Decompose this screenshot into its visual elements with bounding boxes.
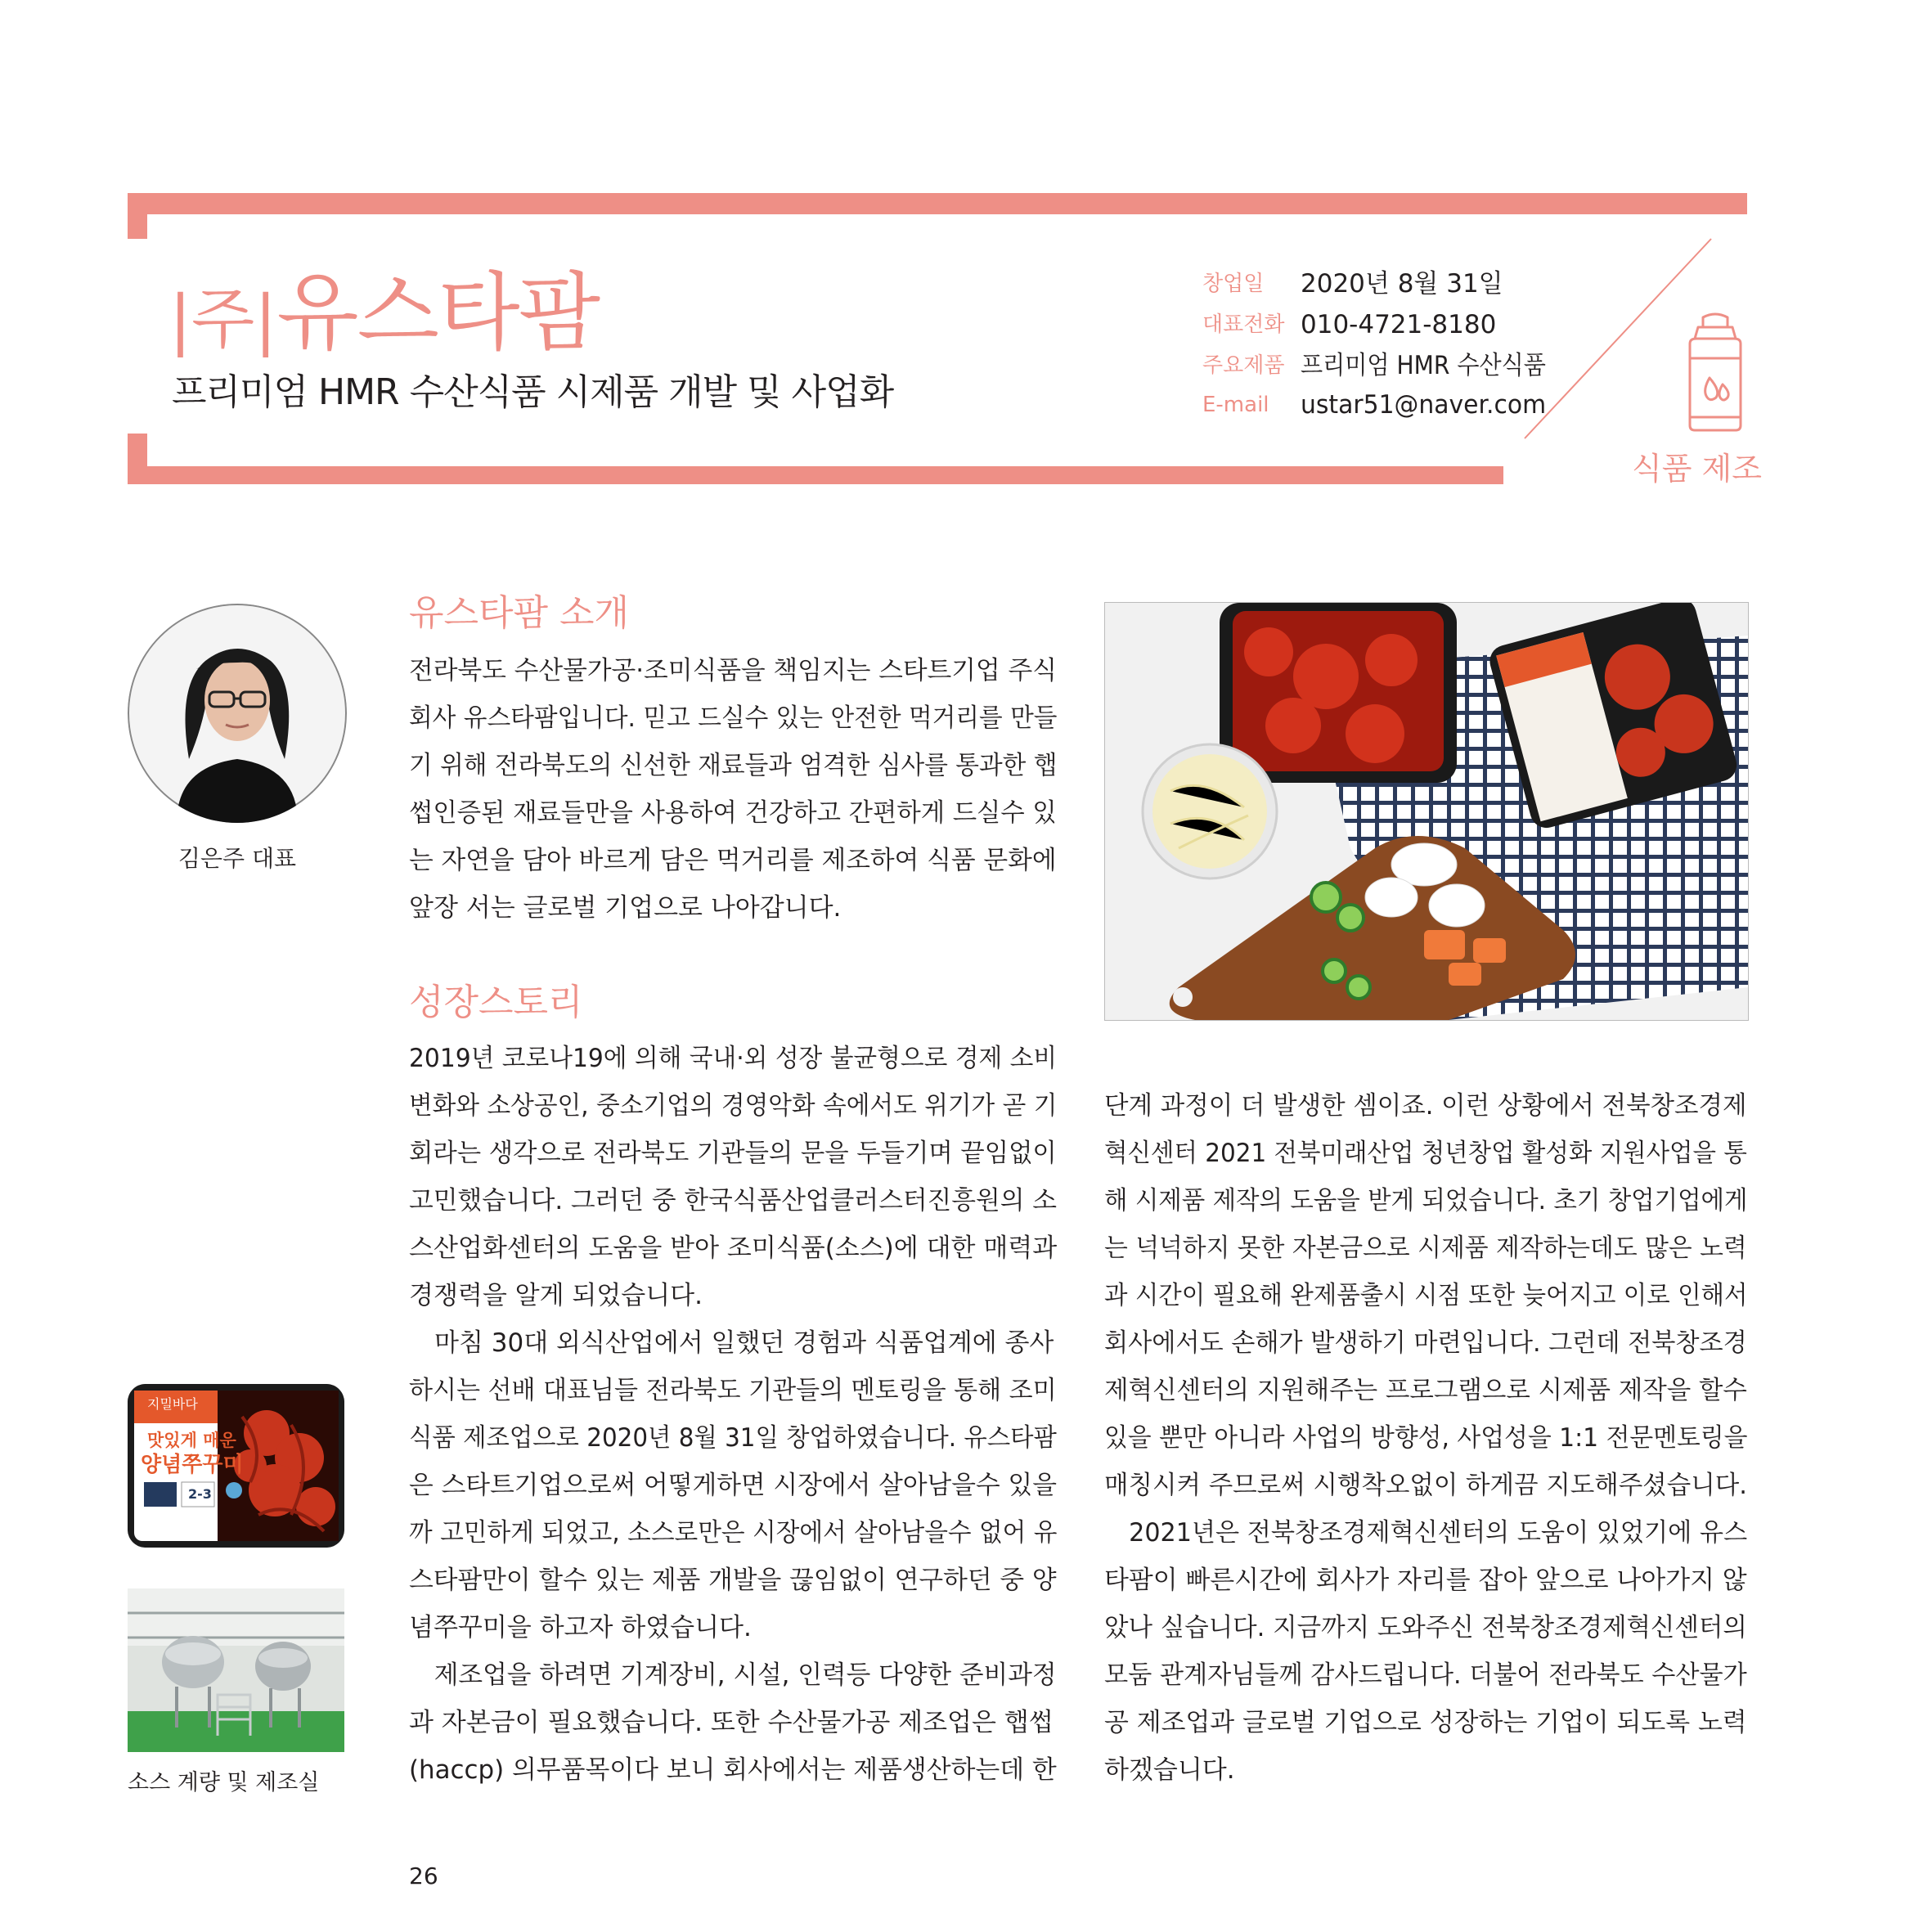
story-line: 제혁신센터의 지원해주는 프로그램으로 시제품 제작을 할수 (1104, 1376, 1747, 1405)
story-line: 하겠습니다. (1104, 1755, 1235, 1785)
ceo-caption: 김은주 대표 (177, 845, 297, 872)
product-package-image (128, 1384, 344, 1548)
story-line: 과 시간이 필요해 완제품출시 시점 또한 늦어지고 이로 인해서 (1104, 1281, 1748, 1310)
story-line: 경쟁력을 알게 되었습니다. (409, 1281, 703, 1310)
story-line: 스타팜만이 할수 있는 제품 개발을 끊임없이 연구하던 중 양 (409, 1566, 1057, 1595)
story-line: 식품 제조업으로 2020년 8월 31일 창업하였습니다. 유스타팜 (409, 1423, 1057, 1453)
pack-badge: 2-3 (188, 1486, 212, 1502)
info-value: 프리미엄 HMR 수산식품 (1301, 351, 1546, 380)
story-line: 제조업을 하려면 기계장비, 시설, 인력등 다양한 준비과정 (409, 1660, 1057, 1690)
story-line: 2019년 코로나19에 의해 국내·외 성장 불균형으로 경제 소비 (409, 1044, 1058, 1073)
story-line: 단계 과정이 더 발생한 셈이죠. 이런 상황에서 전북창조경제 (1104, 1091, 1747, 1121)
company-subtitle: 프리미엄 HMR 수산식품 시제품 개발 및 사업화 (172, 371, 894, 413)
pack-title-line1: 맛있게 매운 (147, 1431, 236, 1450)
ceo-portrait (128, 604, 347, 823)
story-line: 혁신센터 2021 전북미래산업 청년창업 활성화 지원사업을 통 (1104, 1139, 1747, 1168)
story-line: 모둠 관계자님들께 감사드립니다. 더불어 전라북도 수산물가 (1104, 1660, 1747, 1690)
story-line: (haccp) 의무품목이다 보니 회사에서는 제품생산하는데 한 (409, 1755, 1057, 1785)
info-label: 주요제품 (1202, 353, 1285, 378)
food-photo (1104, 602, 1749, 1021)
company-title (169, 263, 599, 369)
info-value: 010-4721-8180 (1301, 310, 1497, 339)
story-line: 마침 30대 외식산업에서 일했던 경험과 식품업계에 종사 (409, 1328, 1054, 1358)
intro-line: 회사 유스타팜입니다. 믿고 드실수 있는 안전한 먹거리를 만들 (409, 703, 1058, 733)
story-line: 과 자본금이 필요했습니다. 또한 수산물가공 제조업은 햅썹 (409, 1708, 1054, 1737)
story-heading: 성장스토리 (409, 982, 583, 1023)
info-label: 대표전화 (1202, 312, 1285, 337)
intro-line: 기 위해 전라북도의 신선한 재료들과 엄격한 심사를 통과한 햅 (409, 751, 1058, 780)
factory-caption: 소스 계량 및 제조실 (128, 1770, 320, 1795)
intro-heading: 유스타팜 소개 (409, 592, 630, 634)
story-line: 념쭈꾸미을 하고자 하였습니다. (409, 1613, 752, 1642)
story-line: 회사에서도 손해가 발생하기 마련입니다. 그런데 전북창조경 (1104, 1328, 1747, 1358)
story-line: 있을 뿐만 아니라 사업의 방향성, 사업성을 1:1 전문멘토링을 (1104, 1423, 1748, 1453)
story-line: 변화와 소상공인, 중소기업의 경영악화 속에서도 위기가 곧 기 (409, 1091, 1058, 1121)
intro-line: 전라북도 수산물가공·조미식품을 책임지는 스타트기업 주식 (409, 656, 1057, 685)
story-line: 았나 싶습니다. 지금까지 도와주신 전북창조경제혁신센터의 (1104, 1613, 1747, 1642)
story-line: 고민했습니다. 그러던 중 한국식품산업클러스터진흥원의 소 (409, 1186, 1057, 1215)
company-title-name: 유스타팜 (276, 263, 600, 362)
story-line: 회라는 생각으로 전라북도 기관들의 문을 두들기며 끝임없이 (409, 1139, 1057, 1168)
story-line: 스산업화센터의 도움을 받아 조미식품(소스)에 대한 매력과 (409, 1233, 1058, 1263)
story-line: 는 넉넉하지 못한 자본금으로 시제품 제작하는데도 많은 노력 (1104, 1233, 1747, 1263)
company-title-paren: |주| (169, 281, 277, 357)
story-line: 까 고민하게 되었고, 소스로만은 시장에서 살아남을수 없어 유 (409, 1518, 1058, 1548)
category-label: 식품 제조 (1632, 451, 1762, 487)
story-line: 공 제조업과 글로벌 기업으로 성장하는 기업이 되도록 노력 (1104, 1708, 1747, 1737)
page-number: 26 (409, 1862, 438, 1889)
intro-line: 앞장 서는 글로벌 기업으로 나아갑니다. (409, 893, 842, 923)
story-line: 은 스타트기업으로써 어떻게하면 시장에서 살아남을수 있을 (409, 1471, 1057, 1500)
story-line: 2021년은 전북창조경제혁신센터의 도움이 있었기에 유스 (1104, 1518, 1748, 1548)
story-line: 타팜이 빠른시간에 회사가 자리를 잡아 앞으로 나아가지 않 (1104, 1566, 1747, 1595)
intro-line: 썹인증된 재료들만을 사용하여 건강하고 간편하게 드실수 있 (409, 798, 1057, 828)
pack-brand: 지밀바다 (147, 1396, 198, 1412)
info-label: E-mail (1202, 393, 1269, 417)
story-line: 해 시제품 제작의 도움을 받게 되었습니다. 초기 창업기업에게 (1104, 1186, 1748, 1215)
info-label: 창업일 (1202, 272, 1265, 296)
story-line: 매칭시켜 주므로써 시행착오없이 하게끔 지도해주셨습니다. (1104, 1471, 1747, 1500)
pack-title-line2: 양념쭈꾸미 (141, 1453, 244, 1477)
story-line: 하시는 선배 대표님들 전라북도 기관들의 멘토링을 통해 조미 (409, 1376, 1057, 1405)
info-value: 2020년 8월 31일 (1301, 269, 1503, 299)
food-jar-icon (1678, 311, 1752, 434)
factory-image (128, 1588, 344, 1752)
info-value: ustar51@naver.com (1301, 390, 1547, 420)
intro-line: 는 자연을 담아 바르게 담은 먹거리를 제조하여 식품 문화에 (409, 846, 1057, 875)
